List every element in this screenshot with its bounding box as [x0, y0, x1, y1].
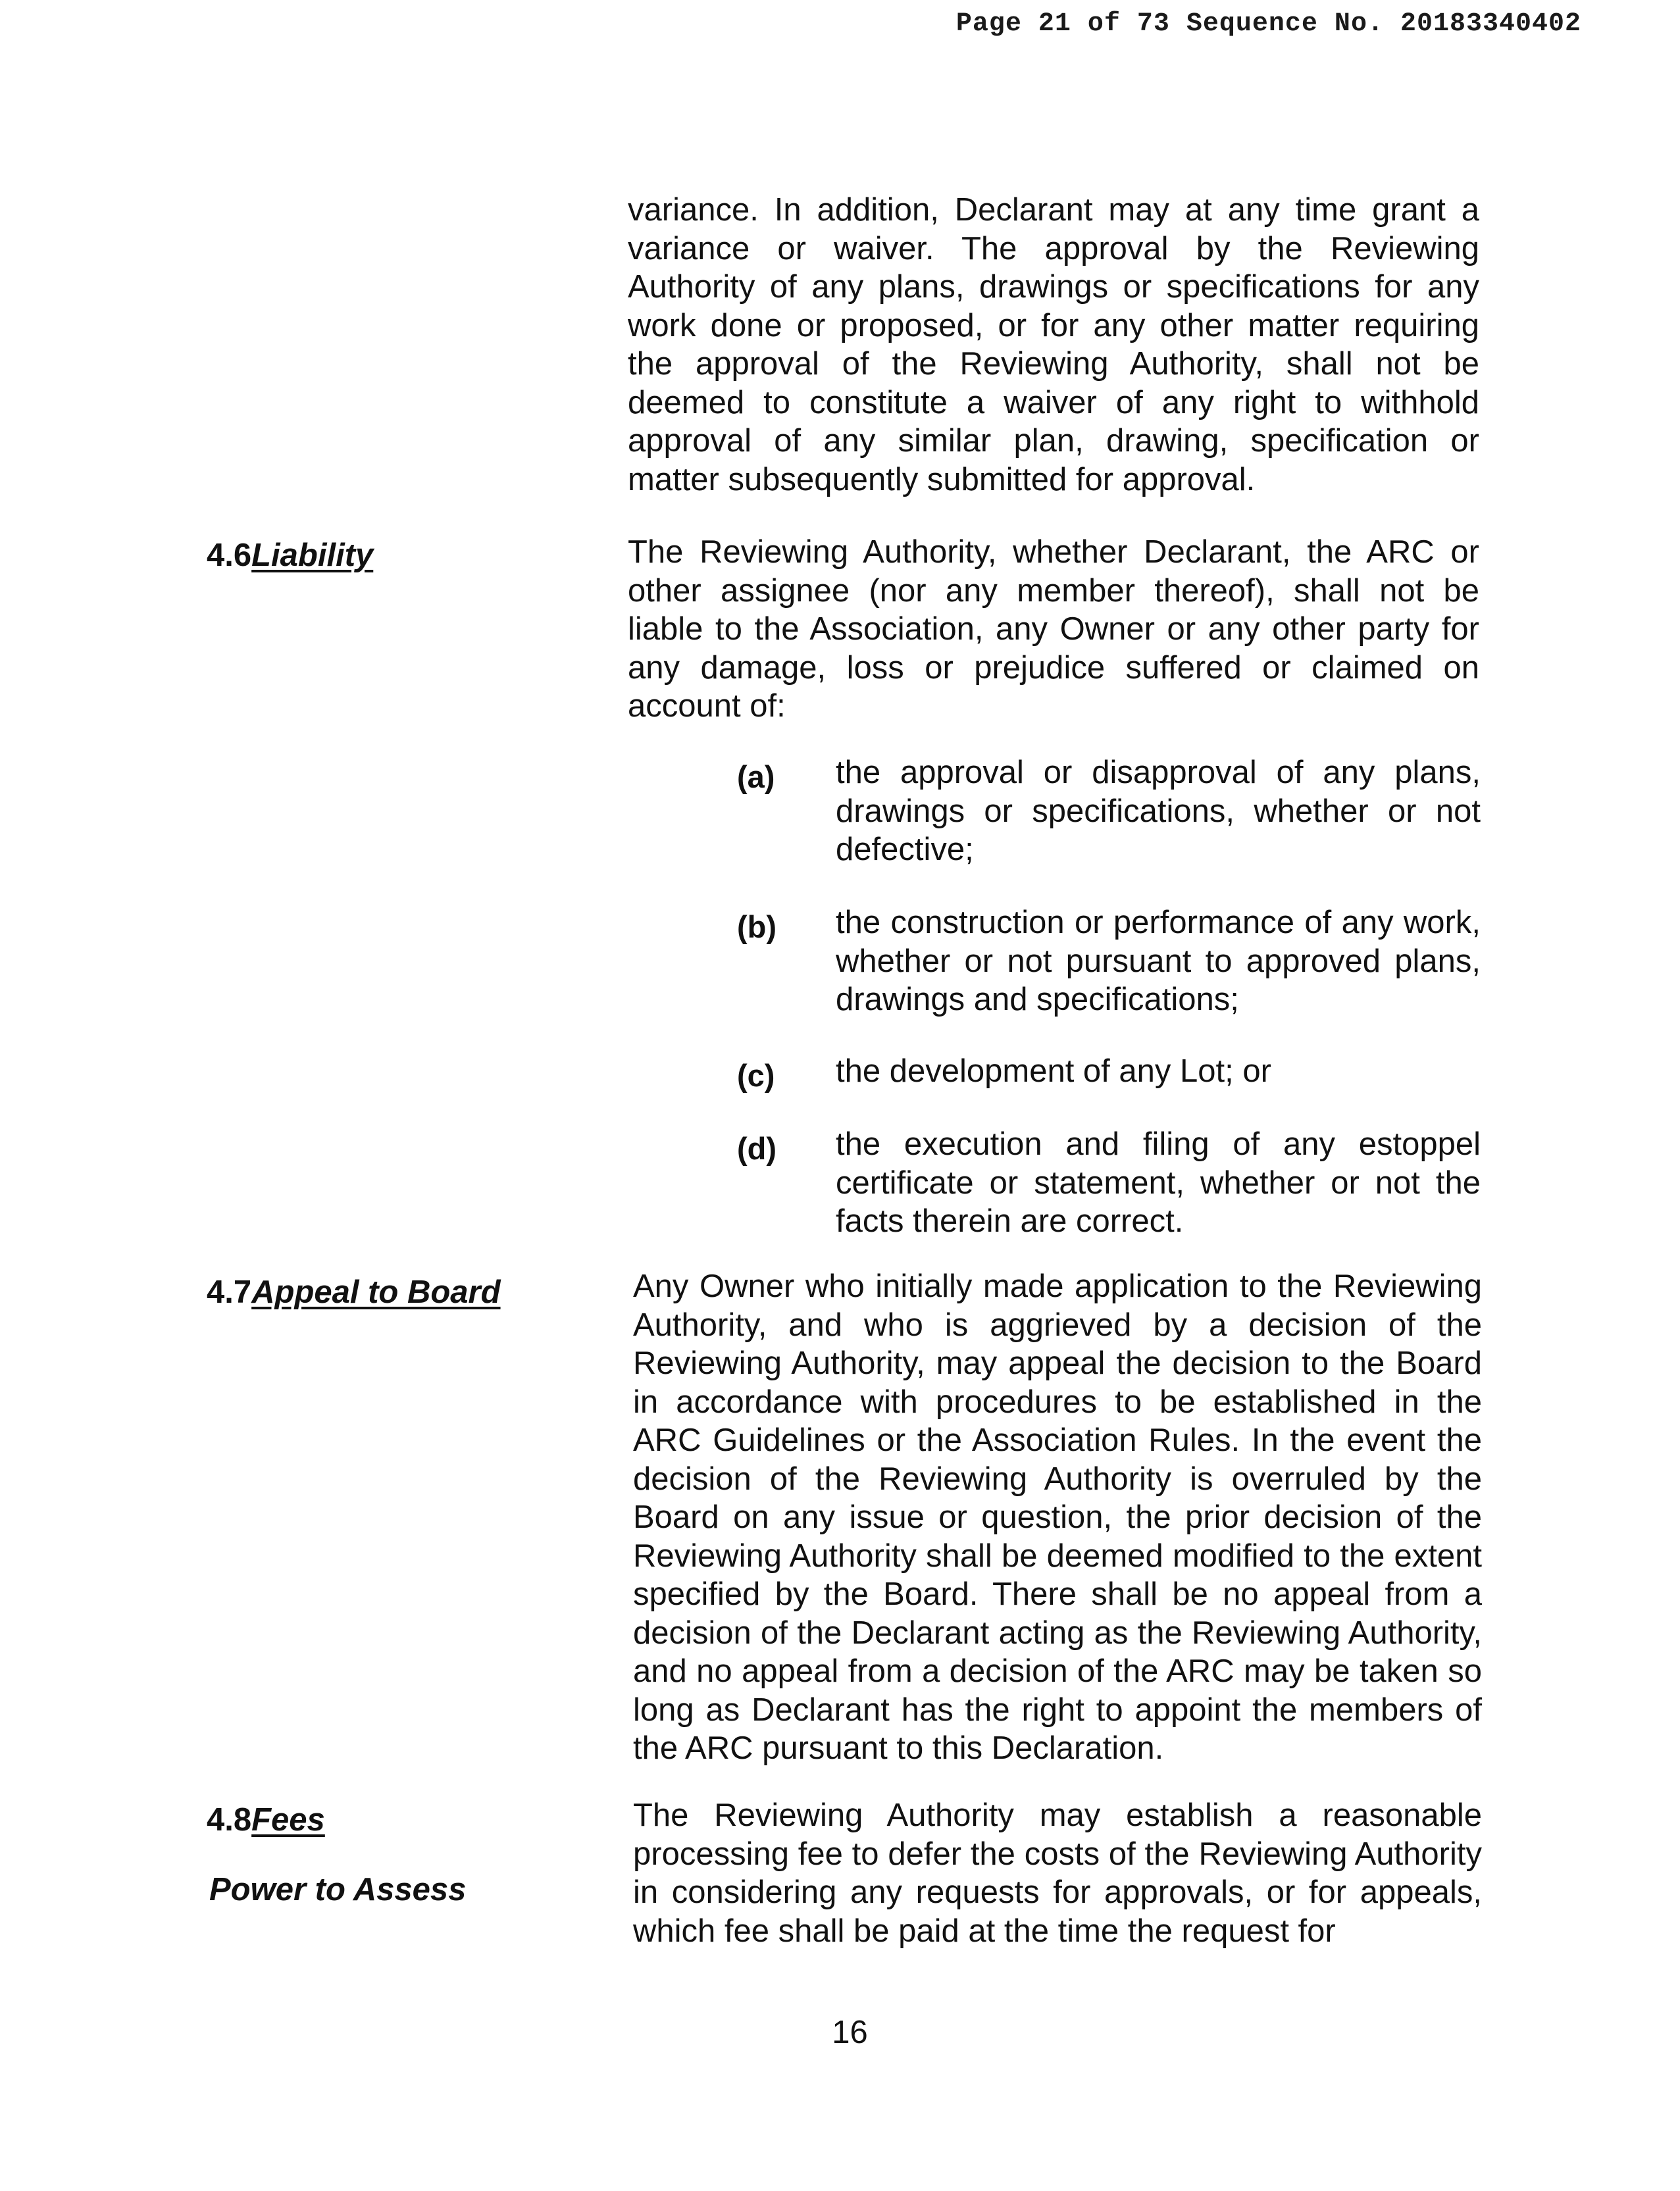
page-header: Page 21 of 73 Sequence No. 20183340402 [955, 9, 1581, 39]
section-title: Liability [251, 538, 374, 573]
item-text-c: the development of any Lot; or [836, 1053, 1271, 1089]
intro-paragraph: variance. In addition, Declarant may at any time grant a variance or waiver. The approval by the Reviewing Authority of any plans, drawings or specifications for any work done or proposed, or for any other matter requiring the approval of the Reviewing Authority, shall not be deemed to constitute a waiver of any right to withhold approval of any similar plan, drawing, specification or matter subsequently submitted for approval. [628, 192, 1479, 497]
item-label-c: (c) [737, 1058, 775, 1093]
page-footer [0, 2013, 1680, 2052]
item-text-a: the approval or disapproval of any plans, drawings or specifications, whether or not defective; [836, 755, 1481, 867]
section-subtitle: Power to Assess [209, 1872, 467, 1907]
section-heading-4-6 [207, 536, 373, 574]
item-text-b: the construction or performance of any work, whether or not pursuant to approved plans, drawings and specifications; [836, 905, 1481, 1017]
section-title: Fees [251, 1802, 325, 1838]
section-4-8-text: The Reviewing Authority may establish a reasonable processing fee to defer the costs of the Reviewing Authority in considering any requests for approvals, or for appeals, which fee shall be paid at the time the request for [633, 1798, 1482, 1949]
item-label-b: (b) [737, 909, 777, 944]
page-number: 16 [832, 2015, 868, 2050]
section-number: 4.8 [207, 1802, 252, 1838]
item-text-d: the execution and filing of any estoppel certificate or statement, whether or not the facts therein are correct. [836, 1126, 1481, 1239]
section-number: 4.7 [207, 1274, 252, 1310]
item-label-a: (a) [737, 759, 775, 794]
section-4-6-text: The Reviewing Authority, whether Declarant, the ARC or other assignee (nor any member thereof), shall not be liable to the Association, any Owner or any other party for any damage, loss or prejudice suffered or claimed on account of: [628, 534, 1479, 724]
section-4-7-text: Any Owner who initially made application to the Reviewing Authority, and who is aggrieved by a decision of the Reviewing Authority, may appeal the decision to the Board in accordance with procedures to be established in the ARC Guidelines or the Association Rules. In the event the decision of the Reviewing Authority is overruled by the Board on any issue or question, the prior decision of the Reviewing Authority shall be deemed modified to the extent specified by the Board. There shall be no appeal from a decision of the Declarant acting as the Reviewing Authority, and no appeal from a decision of the ARC may be taken so long as Declarant has the right to appoint the members of the ARC pursuant to this Declaration. [633, 1269, 1482, 1766]
section-heading-4-7 [207, 1273, 501, 1311]
section-title: Appeal to Board [251, 1274, 501, 1310]
item-label-d: (d) [737, 1131, 777, 1166]
section-heading-4-8 [207, 1801, 325, 1839]
section-number: 4.6 [207, 538, 252, 573]
